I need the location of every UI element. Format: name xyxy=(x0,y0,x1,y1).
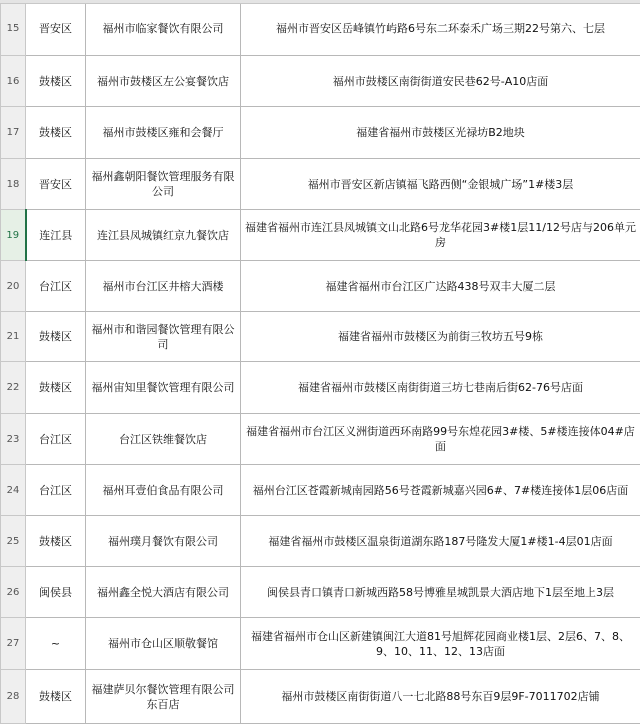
row-number[interactable]: 26 xyxy=(1,567,26,618)
address-cell[interactable]: 闽侯县青口镇青口新城西路58号博雅星城凯景大酒店地下1层至地上3层 xyxy=(241,567,640,618)
row-number[interactable]: 28 xyxy=(1,670,26,724)
address-cell[interactable]: 福建省福州市台江区广达路438号双丰大厦二层 xyxy=(241,261,640,312)
table-row xyxy=(1,1,640,56)
address-cell[interactable]: 福建省福州市鼓楼区南街街道三坊七巷南后街62-76号店面 xyxy=(241,362,640,414)
name-cell[interactable]: 福建萨贝尔餐饮管理有限公司东百店 xyxy=(86,670,241,724)
table-row xyxy=(1,618,640,670)
table-row xyxy=(1,414,640,465)
address-cell[interactable]: 福州市鼓楼区南街街道安民巷62号-A10店面 xyxy=(241,56,640,107)
table-row xyxy=(1,210,640,261)
district-cell[interactable]: 晋安区 xyxy=(26,1,86,56)
district-cell[interactable]: 鼓楼区 xyxy=(26,362,86,414)
address-cell[interactable]: 福州市晋安区新店镇福飞路西侧“金银城广场”1#楼3层 xyxy=(241,159,640,210)
address-cell[interactable]: 福建省福州市鼓楼区温泉街道湖东路187号隆发大厦1#楼1-4层01店面 xyxy=(241,516,640,567)
row-number[interactable]: 20 xyxy=(1,261,26,312)
district-cell[interactable]: 连江县 xyxy=(26,210,86,261)
name-cell[interactable]: 福州宙知里餐饮管理有限公司 xyxy=(86,362,241,414)
table-row xyxy=(1,362,640,414)
table-row xyxy=(1,465,640,516)
name-cell[interactable]: 福州市鼓楼区雍和会餐厅 xyxy=(86,107,241,159)
address-cell[interactable]: 福州市晋安区岳峰镇竹屿路6号东二环泰禾广场三期22号第六、七层 xyxy=(241,1,640,56)
row-number[interactable]: 23 xyxy=(1,414,26,465)
district-cell[interactable]: ~ xyxy=(26,618,86,670)
table-row xyxy=(1,261,640,312)
district-cell[interactable]: 闽侯县 xyxy=(26,567,86,618)
name-cell[interactable]: 连江县凤城镇红京九餐饮店 xyxy=(86,210,241,261)
district-cell[interactable]: 鼓楼区 xyxy=(26,516,86,567)
name-cell[interactable]: 福州鑫全悦大酒店有限公司 xyxy=(86,567,241,618)
name-cell[interactable]: 福州市仓山区顺敬餐馆 xyxy=(86,618,241,670)
district-cell[interactable]: 晋安区 xyxy=(26,159,86,210)
name-cell[interactable]: 福州市临家餐饮有限公司 xyxy=(86,1,241,56)
address-cell[interactable]: 福建省福州市仓山区新建镇闽江大道81号旭辉花园商业楼1层、2层6、7、8、9、10、11、12、13店面 xyxy=(241,618,640,670)
district-cell[interactable]: 鼓楼区 xyxy=(26,56,86,107)
address-cell[interactable]: 福州市鼓楼区南街街道八一七北路88号东百9层9F-7011702店铺 xyxy=(241,670,640,724)
row-number[interactable]: 19 xyxy=(1,210,26,261)
row-number[interactable]: 22 xyxy=(1,362,26,414)
row-number[interactable]: 18 xyxy=(1,159,26,210)
sheet-top-edge xyxy=(0,0,640,4)
name-cell[interactable]: 福州鑫朝阳餐饮管理服务有限公司 xyxy=(86,159,241,210)
name-cell[interactable]: 台江区铁维餐饮店 xyxy=(86,414,241,465)
row-number[interactable]: 16 xyxy=(1,56,26,107)
name-cell[interactable]: 福州市和谐园餐饮管理有限公司 xyxy=(86,312,241,362)
table-row xyxy=(1,107,640,159)
table-row xyxy=(1,516,640,567)
row-number[interactable]: 25 xyxy=(1,516,26,567)
district-cell[interactable]: 台江区 xyxy=(26,465,86,516)
table-row xyxy=(1,567,640,618)
row-number[interactable]: 21 xyxy=(1,312,26,362)
table-row xyxy=(1,312,640,362)
district-cell[interactable]: 鼓楼区 xyxy=(26,107,86,159)
row-number[interactable]: 15 xyxy=(1,1,26,56)
district-cell[interactable]: 鼓楼区 xyxy=(26,312,86,362)
address-cell[interactable]: 福州台江区苍霞新城南园路56号苍霞新城嘉兴园6#、7#楼连接体1层06店面 xyxy=(241,465,640,516)
address-cell[interactable]: 福建省福州市鼓楼区为前街三牧坊五号9栋 xyxy=(241,312,640,362)
row-number[interactable]: 24 xyxy=(1,465,26,516)
name-cell[interactable]: 福州市台江区井榕大酒楼 xyxy=(86,261,241,312)
row-number[interactable]: 27 xyxy=(1,618,26,670)
table-row xyxy=(1,670,640,724)
table-row xyxy=(1,56,640,107)
district-cell[interactable]: 台江区 xyxy=(26,261,86,312)
name-cell[interactable]: 福州璞月餐饮有限公司 xyxy=(86,516,241,567)
table-row xyxy=(1,159,640,210)
address-cell[interactable]: 福建省福州市连江县凤城镇文山北路6号龙华花园3#楼1层11/12号店与206单元房 xyxy=(241,210,640,261)
address-cell[interactable]: 福建省福州市鼓楼区光禄坊B2地块 xyxy=(241,107,640,159)
name-cell[interactable]: 福州耳壹伯食品有限公司 xyxy=(86,465,241,516)
district-cell[interactable]: 鼓楼区 xyxy=(26,670,86,724)
address-cell[interactable]: 福建省福州市台江区义洲街道西环南路99号东煌花园3#楼、5#楼连接体04#店面 xyxy=(241,414,640,465)
name-cell[interactable]: 福州市鼓楼区左公宴餐饮店 xyxy=(86,56,241,107)
district-cell[interactable]: 台江区 xyxy=(26,414,86,465)
row-number[interactable]: 17 xyxy=(1,107,26,159)
